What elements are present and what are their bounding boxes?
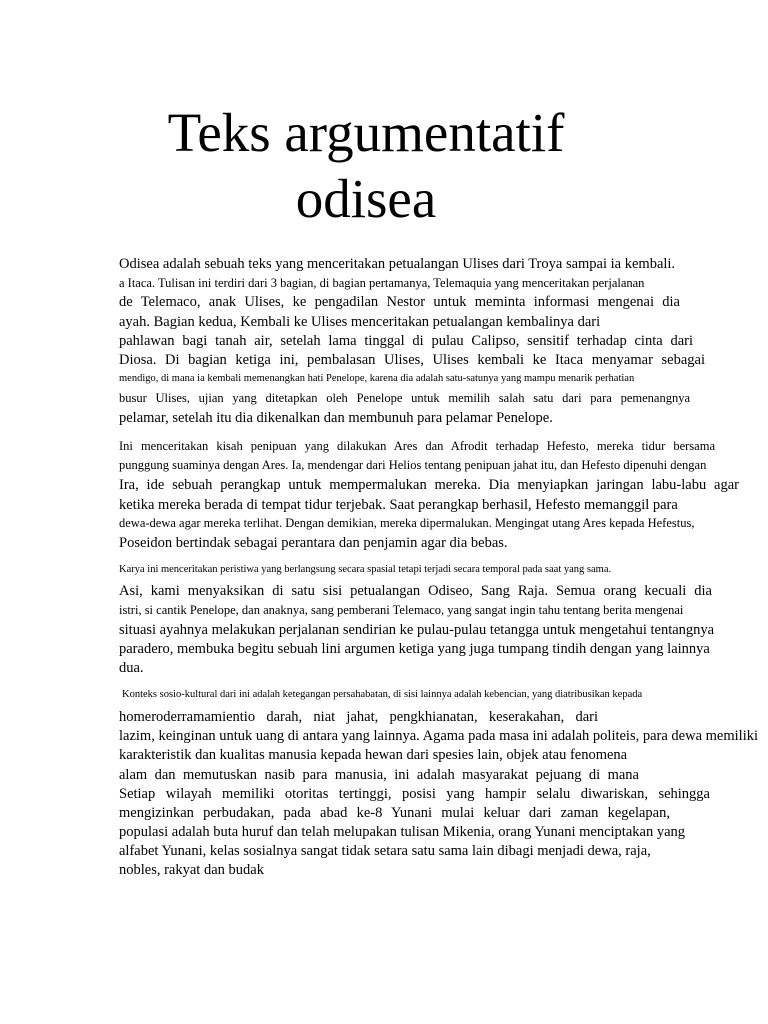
text-line: homeroderramamientio darah, niat jahat, pengkhianatan, keserakahan, dari	[119, 709, 598, 725]
text-line: punggung suaminya dengan Ares. Ia, mendengar dari Helios tentang penipuan jahat itu, dan Hefesto dipenuhi dengan	[119, 458, 707, 472]
text-line: mendigo, di mana ia kembali memenangkan hati Penelope, karena dia adalah satu-satunya yang mampu menarik perhatian	[119, 373, 635, 384]
text-line: Diosa. Di bagian ketiga ini, pembalasan Ulises, Ulises kembali ke Itaca menyamar sebagai	[119, 352, 705, 368]
text-line: ayah. Bagian kedua, Kembali ke Ulises menceritakan petualangan kembalinya dari	[119, 314, 601, 330]
text-line: Odisea adalah sebuah teks yang menceritakan petualangan Ulises dari Troya sampai ia kembali.	[119, 256, 676, 272]
text-line: Setiap wilayah memiliki otoritas tertinggi, posisi yang hampir selalu diwariskan, sehingga	[119, 786, 710, 802]
text-line: Ira, ide sebuah perangkap untuk mempermalukan mereka. Dia menyiapkan jaringan labu-labu agar	[119, 477, 739, 493]
text-line: nobles, rakyat dan budak	[119, 862, 264, 878]
text-line: alam dan memutuskan nasib para manusia, ini adalah masyarakat pejuang di mana	[119, 767, 639, 783]
text-line: Konteks sosio-kultural dari ini adalah ketegangan persahabatan, di sisi lainnya adalah kebencian, yang diatribusikan kepada	[122, 689, 643, 700]
text-line: lazim, keinginan untuk uang di antara yang lainnya. Agama pada masa ini adalah politeis, para dewa memiliki	[119, 728, 759, 744]
text-line: karakteristik dan kualitas manusia kepada hewan dari spesies lain, objek atau fenomena	[119, 747, 628, 763]
text-line: situasi ayahnya melakukan perjalanan sendirian ke pulau-pulau tetangga untuk mengetahui tentangnya	[119, 622, 715, 638]
text-line: dewa-dewa agar mereka terlihat. Dengan demikian, mereka dipermalukan. Mengingat utang Ares kepada Hefestus,	[119, 516, 695, 530]
text-line: busur Ulises, ujian yang ditetapkan oleh Penelope untuk memilih salah satu dari para pemenangnya	[119, 391, 690, 405]
text-line: pelamar, setelah itu dia dikenalkan dan membunuh para pelamar Penelope.	[119, 410, 553, 426]
text-line: mengizinkan perbudakan, pada abad ke-8 Yunani mulai keluar dari zaman kegelapan,	[119, 805, 670, 821]
title-line-2: odisea	[295, 168, 437, 229]
title-line-1: Teks argumentatif	[167, 102, 565, 163]
text-line: populasi adalah buta huruf dan telah melupakan tulisan Mikenia, orang Yunani menciptakan yang	[119, 824, 686, 840]
text-line: ketika mereka berada di tempat tidur terjebak. Saat perangkap berhasil, Hefesto memanggil para	[119, 497, 678, 513]
text-line: Ini menceritakan kisah penipuan yang dilakukan Ares dan Afrodit terhadap Hefesto, mereka tidur bersama	[119, 439, 715, 453]
text-line: alfabet Yunani, kelas sosialnya sangat tidak setara satu sama lain dibagi menjadi dewa, raja,	[119, 843, 651, 859]
text-line: de Telemaco, anak Ulises, ke pengadilan Nestor untuk meminta informasi mengenai dia	[119, 294, 680, 310]
document-title	[0, 100, 732, 232]
text-line: pahlawan bagi tanah air, setelah lama tinggal di pulau Calipso, sensitif terhadap cinta dari	[119, 333, 693, 349]
text-line: dua.	[119, 660, 144, 676]
text-line: Karya ini menceritakan peristiwa yang berlangsung secara spasial tetapi terjadi secara temporal pada saat yang sama.	[119, 564, 612, 575]
text-line: Asi, kami menyaksikan di satu sisi petualangan Odiseo, Sang Raja. Semua orang kecuali dia	[119, 583, 712, 599]
text-line: Poseidon bertindak sebagai perantara dan penjamin agar dia bebas.	[119, 535, 508, 551]
text-line: paradero, membuka begitu sebuah lini argumen ketiga yang juga tumpang tindih dengan yang lainnya	[119, 641, 710, 657]
text-line: istri, si cantik Penelope, dan anaknya, sang pemberani Telemaco, yang sangat ingin tahu tentang berita mengenai	[119, 603, 684, 617]
text-line: a Itaca. Tulisan ini terdiri dari 3 bagian, di bagian pertamanya, Telemaquia yang menceritakan perjalanan	[119, 276, 645, 290]
